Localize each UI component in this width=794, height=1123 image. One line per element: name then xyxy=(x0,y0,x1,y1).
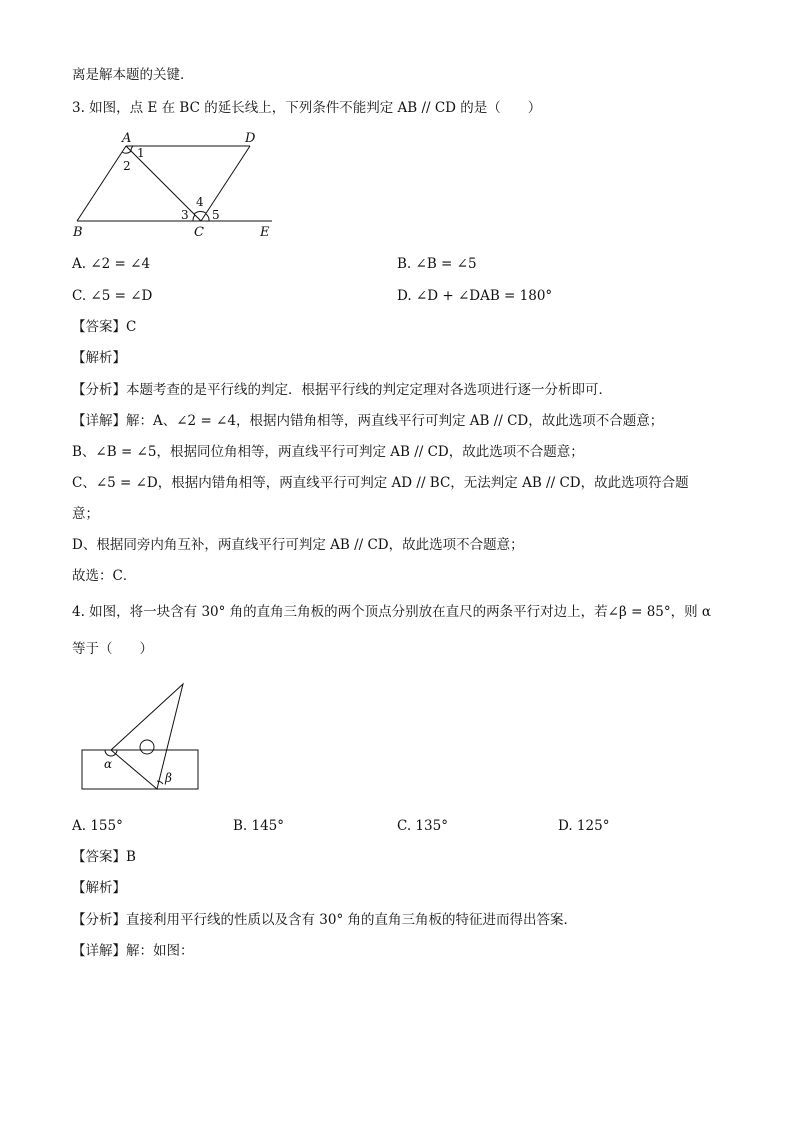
label-point-b: B xyxy=(73,225,83,240)
q3-option-d: D. ∠D + ∠DAB = 180° xyxy=(397,288,553,304)
q4-answer: 【答案】B xyxy=(72,849,136,865)
label-alpha: α xyxy=(104,757,113,771)
q3-detail-a: 【详解】解：A、∠2 = ∠4，根据内错角相等，两直线平行可判定 AB // CD，故此选项不合题意； xyxy=(72,413,664,429)
segment-dc xyxy=(201,146,250,221)
q4-jiexi-heading: 【解析】 xyxy=(72,880,126,896)
q3-option-a: A. ∠2 = ∠4 xyxy=(72,256,151,272)
q3-answer: 【答案】C xyxy=(72,319,137,335)
arc-angle-4 xyxy=(194,211,206,214)
q3-detail-b: B、∠B = ∠5，根据同位角相等，两直线平行可判定 AB // CD，故此选项不合题意； xyxy=(72,444,584,460)
label-point-e: E xyxy=(260,225,270,240)
q3-conclusion: 故选：C． xyxy=(72,568,137,584)
q4-option-d: D. 125° xyxy=(558,818,610,834)
set-square-hole xyxy=(140,740,154,754)
q3-jiexi-heading: 【解析】 xyxy=(72,350,126,366)
label-beta: β xyxy=(165,771,172,785)
q3-detail-d: D、根据同旁内角互补，两直线平行可判定 AB // CD，故此选项不合题意； xyxy=(72,537,524,553)
label-point-d: D xyxy=(245,131,256,146)
arc-angle-1 xyxy=(131,146,133,151)
q4-option-b: B. 145° xyxy=(233,818,285,834)
set-square-triangle xyxy=(111,684,183,789)
label-point-c: C xyxy=(194,225,204,240)
figure-q4-ruler-triangle xyxy=(80,680,205,795)
label-angle-1: 1 xyxy=(137,146,145,160)
arc-angle-3 xyxy=(193,215,195,221)
label-angle-4: 4 xyxy=(196,195,204,209)
figure-q3-parallelogram xyxy=(60,124,290,244)
label-angle-3: 3 xyxy=(181,208,189,222)
segment-ab xyxy=(77,146,126,221)
arc-angle-5 xyxy=(206,214,209,221)
text-line: 离是解本题的关键． xyxy=(72,67,194,83)
q4-detail: 【详解】解：如图： xyxy=(72,943,194,959)
question-4: 4. 如图，将一块含有 30° 角的直角三角板的两个顶点分别放在直尺的两条平行对边上，若∠β = 85°，则 α xyxy=(72,604,712,620)
q4-option-a: A. 155° xyxy=(72,818,123,834)
label-point-a: A xyxy=(122,131,132,146)
q3-analysis: 【分析】本题考查的是平行线的判定．根据平行线的判定定理对各选项进行逐一分析即可． xyxy=(72,382,612,398)
label-angle-5: 5 xyxy=(212,208,220,222)
question-3: 3. 如图，点 E 在 BC 的延长线上，下列条件不能判定 AB // CD 的是（ ） xyxy=(72,100,542,116)
q3-option-b: B. ∠B = ∠5 xyxy=(397,256,477,272)
question-4-cont: 等于（ ） xyxy=(72,641,153,657)
ruler-rectangle xyxy=(82,750,198,789)
q4-analysis: 【分析】直接利用平行线的性质以及含有 30° 角的直角三角板的特征进而得出答案． xyxy=(72,912,578,928)
q3-detail-c-cont: 意； xyxy=(72,506,99,522)
q3-option-c: C. ∠5 = ∠D xyxy=(72,288,153,304)
arc-angle-2 xyxy=(122,151,131,153)
label-angle-2: 2 xyxy=(123,159,131,173)
q3-detail-c: C、∠5 = ∠D，根据内错角相等，两直线平行可判定 AD // BC，无法判定 AB // CD，故此选项符合题 xyxy=(72,475,689,491)
q4-option-c: C. 135° xyxy=(397,818,448,834)
